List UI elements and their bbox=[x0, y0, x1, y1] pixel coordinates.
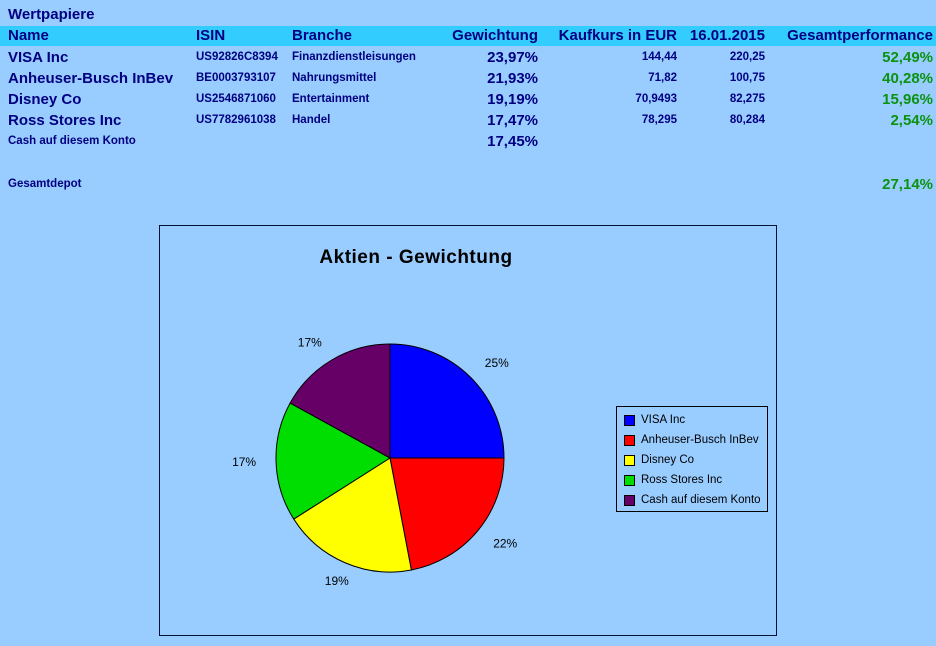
cell-performance[interactable]: 2,54% bbox=[890, 112, 933, 129]
cell-name[interactable]: Anheuser-Busch InBev bbox=[8, 70, 174, 87]
summary-label[interactable]: Gesamtdepot bbox=[8, 178, 82, 190]
cell-isin[interactable]: US2546871060 bbox=[196, 93, 276, 105]
pie-slice-label: 25% bbox=[484, 356, 509, 371]
chart-title: Aktien - Gewichtung bbox=[319, 247, 513, 268]
cell-name[interactable]: Ross Stores Inc bbox=[8, 112, 122, 129]
header-date[interactable]: 16.01.2015 bbox=[689, 27, 765, 44]
legend-swatch-icon bbox=[624, 475, 635, 486]
header-branche[interactable]: Branche bbox=[292, 27, 353, 44]
cell-kaufkurs[interactable]: 70,9493 bbox=[635, 93, 677, 105]
cell-gewichtung[interactable]: 17,45% bbox=[487, 133, 538, 150]
pie-chart-object[interactable] bbox=[159, 225, 777, 636]
cell-performance[interactable]: 15,96% bbox=[882, 91, 933, 108]
legend-item[interactable] bbox=[617, 490, 767, 510]
legend-label: Anheuser-Busch InBev bbox=[641, 434, 759, 446]
legend-label: VISA Inc bbox=[641, 414, 686, 426]
legend-item[interactable] bbox=[617, 450, 767, 470]
legend-swatch-icon bbox=[624, 415, 635, 426]
legend-swatch-icon bbox=[624, 455, 635, 466]
cell-kurs-date[interactable]: 220,25 bbox=[729, 51, 765, 63]
cell-performance[interactable]: 40,28% bbox=[882, 70, 933, 87]
chart-legend[interactable] bbox=[616, 406, 768, 512]
legend-item[interactable] bbox=[617, 410, 767, 430]
cell-branche[interactable]: Handel bbox=[292, 114, 331, 126]
cell-branche[interactable]: Finanzdienstleisungen bbox=[292, 51, 416, 63]
pie-slice-label: 19% bbox=[324, 574, 349, 588]
legend-swatch-icon bbox=[624, 495, 635, 506]
pie-slice-label: 17% bbox=[232, 455, 257, 470]
pie-slice-label: 17% bbox=[297, 335, 322, 350]
cell-name[interactable]: Disney Co bbox=[8, 91, 82, 108]
cell-gewichtung[interactable]: 17,47% bbox=[487, 112, 538, 129]
cell-kaufkurs[interactable]: 78,295 bbox=[641, 114, 677, 126]
cell-kaufkurs[interactable]: 144,44 bbox=[641, 51, 677, 63]
cell-branche[interactable]: Entertainment bbox=[292, 93, 370, 105]
legend-swatch-icon bbox=[624, 435, 635, 446]
legend-item[interactable] bbox=[617, 470, 767, 490]
cell-gewichtung[interactable]: 19,19% bbox=[487, 91, 538, 108]
cell-isin[interactable]: US92826C8394 bbox=[196, 51, 278, 63]
legend-label: Cash auf diesem Konto bbox=[641, 494, 761, 506]
cell-kurs-date[interactable]: 82,275 bbox=[729, 93, 765, 105]
cell-gewichtung[interactable]: 21,93% bbox=[487, 70, 538, 87]
cell-isin[interactable]: BE0003793107 bbox=[196, 72, 276, 84]
header-kaufkurs[interactable]: Kaufkurs in EUR bbox=[558, 27, 677, 44]
legend-label: Disney Co bbox=[641, 454, 695, 466]
header-gewichtung[interactable]: Gewichtung bbox=[452, 27, 538, 44]
summary-performance[interactable]: 27,14% bbox=[882, 176, 933, 193]
cell-gewichtung[interactable]: 23,97% bbox=[487, 49, 538, 66]
legend-item[interactable] bbox=[617, 430, 767, 450]
cell-kaufkurs[interactable]: 71,82 bbox=[648, 72, 677, 84]
cell-branche[interactable]: Nahrungsmittel bbox=[292, 72, 377, 84]
legend-label: Ross Stores Inc bbox=[641, 474, 723, 486]
cell-name[interactable]: VISA Inc bbox=[8, 49, 69, 66]
cell-kurs-date[interactable]: 100,75 bbox=[729, 72, 765, 84]
header-name[interactable]: Name bbox=[8, 27, 49, 44]
cell-kurs-date[interactable]: 80,284 bbox=[729, 114, 765, 126]
cell-name[interactable]: Cash auf diesem Konto bbox=[8, 135, 136, 147]
pie-slice-label: 22% bbox=[493, 536, 518, 551]
cell-performance[interactable]: 52,49% bbox=[882, 49, 933, 66]
sheet-title: Wertpapiere bbox=[8, 6, 95, 23]
cell-isin[interactable]: US7782961038 bbox=[196, 114, 276, 126]
header-performance[interactable]: Gesamtperformance bbox=[787, 27, 933, 44]
header-isin[interactable]: ISIN bbox=[196, 27, 226, 44]
